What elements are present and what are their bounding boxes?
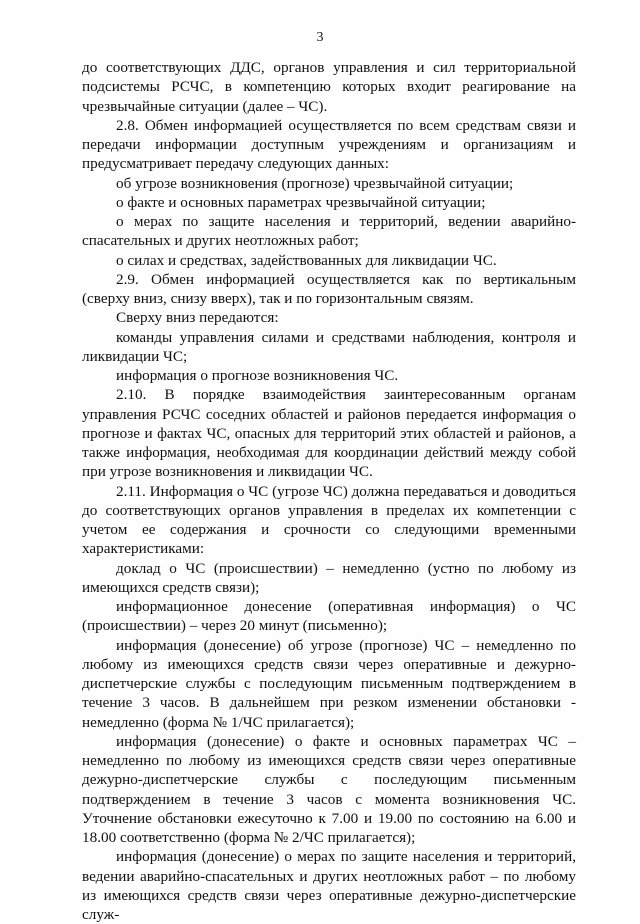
list-item: информация (донесение) об угрозе (прогнозе) ЧС – немедленно по любому из имеющихся средств связи через оперативные и дежурно-диспетчерские службы с последующим письменным подтверждением в течение 3 часов. В дальнейшем при резком изменении обстановки - немедленно (форма № 1/ЧС прилагается); — [82, 636, 576, 731]
document-body — [82, 58, 576, 924]
list-item: информация о прогнозе возникновения ЧС. — [116, 367, 399, 384]
list-item: информация (донесение) о факте и основных параметрах ЧС – немедленно по любому из имеющихся средств связи через оперативные дежурно-диспетчерские службы с последующим письменным подтверждением в течение 3 часов с момента возникновения ЧС. Уточнение обстановки ежесуточно к 7.00 и 19.00 по состоянию на 6.00 и 18.00 соответственно (форма № 2/ЧС прилагается); — [82, 732, 576, 846]
page-number: 3 — [316, 30, 324, 45]
list-item: информация (донесение) о мерах по защите населения и территорий, ведении аварийно-спасательных и других неотложных работ – по любому из имеющихся средств связи через оперативные дежурно-диспетчерские служ- — [82, 848, 576, 923]
paragraph-2-10: 2.10. В порядке взаимодействия заинтересованным органам управления РСЧС соседних областей и районов передается информация о прогнозе и фактах ЧС, опасных для территорий этих областей и районов, а также информация, необходимая для координации действий между собой при угрозе возникновения и ликвидации ЧС. — [82, 386, 576, 481]
list-item: команды управления силами и средствами наблюдения, контроля и ликвидации ЧС; — [82, 328, 576, 365]
list-item: о факте и основных параметрах чрезвычайной ситуации; — [116, 193, 486, 211]
paragraph-2-8: 2.8. Обмен информацией осуществляется по всем средствам связи и передачи информации доступным учреждениям и организациям и предусматривает передачу следующих данных: — [82, 116, 576, 173]
paragraph: до соответствующих ДДС, органов управления и сил территориальной подсистемы РСЧС, в компетенцию которых входит реагирование на чрезвычайные ситуации (далее – ЧС). — [82, 59, 576, 115]
paragraph: Сверху вниз передаются: — [116, 309, 279, 327]
list-item: об угрозе возникновения (прогнозе) чрезвычайной ситуации; — [116, 174, 514, 192]
paragraph-2-9: 2.9. Обмен информацией осуществляется как по вертикальным (сверху вниз, снизу вверх), так и по горизонтальным связям. — [82, 270, 576, 307]
paragraph-2-11: 2.11. Информация о ЧС (угрозе ЧС) должна передаваться и доводиться до соответствующих органов управления в пределах их компетенции с учетом ее содержания и срочности со следующими временными характеристиками: — [82, 482, 576, 558]
list-item: о силах и средствах, задействованных для ликвидации ЧС. — [116, 251, 497, 269]
list-item: информационное донесение (оперативная информация) о ЧС (происшествии) – через 20 минут (письменно); — [82, 598, 576, 635]
list-item: о мерах по защите населения и территорий, ведении аварийно-спасательных и других неотложных работ; — [82, 213, 576, 250]
list-item: доклад о ЧС (происшествии) – немедленно (устно по любому из имеющихся средств связи); — [82, 559, 576, 596]
